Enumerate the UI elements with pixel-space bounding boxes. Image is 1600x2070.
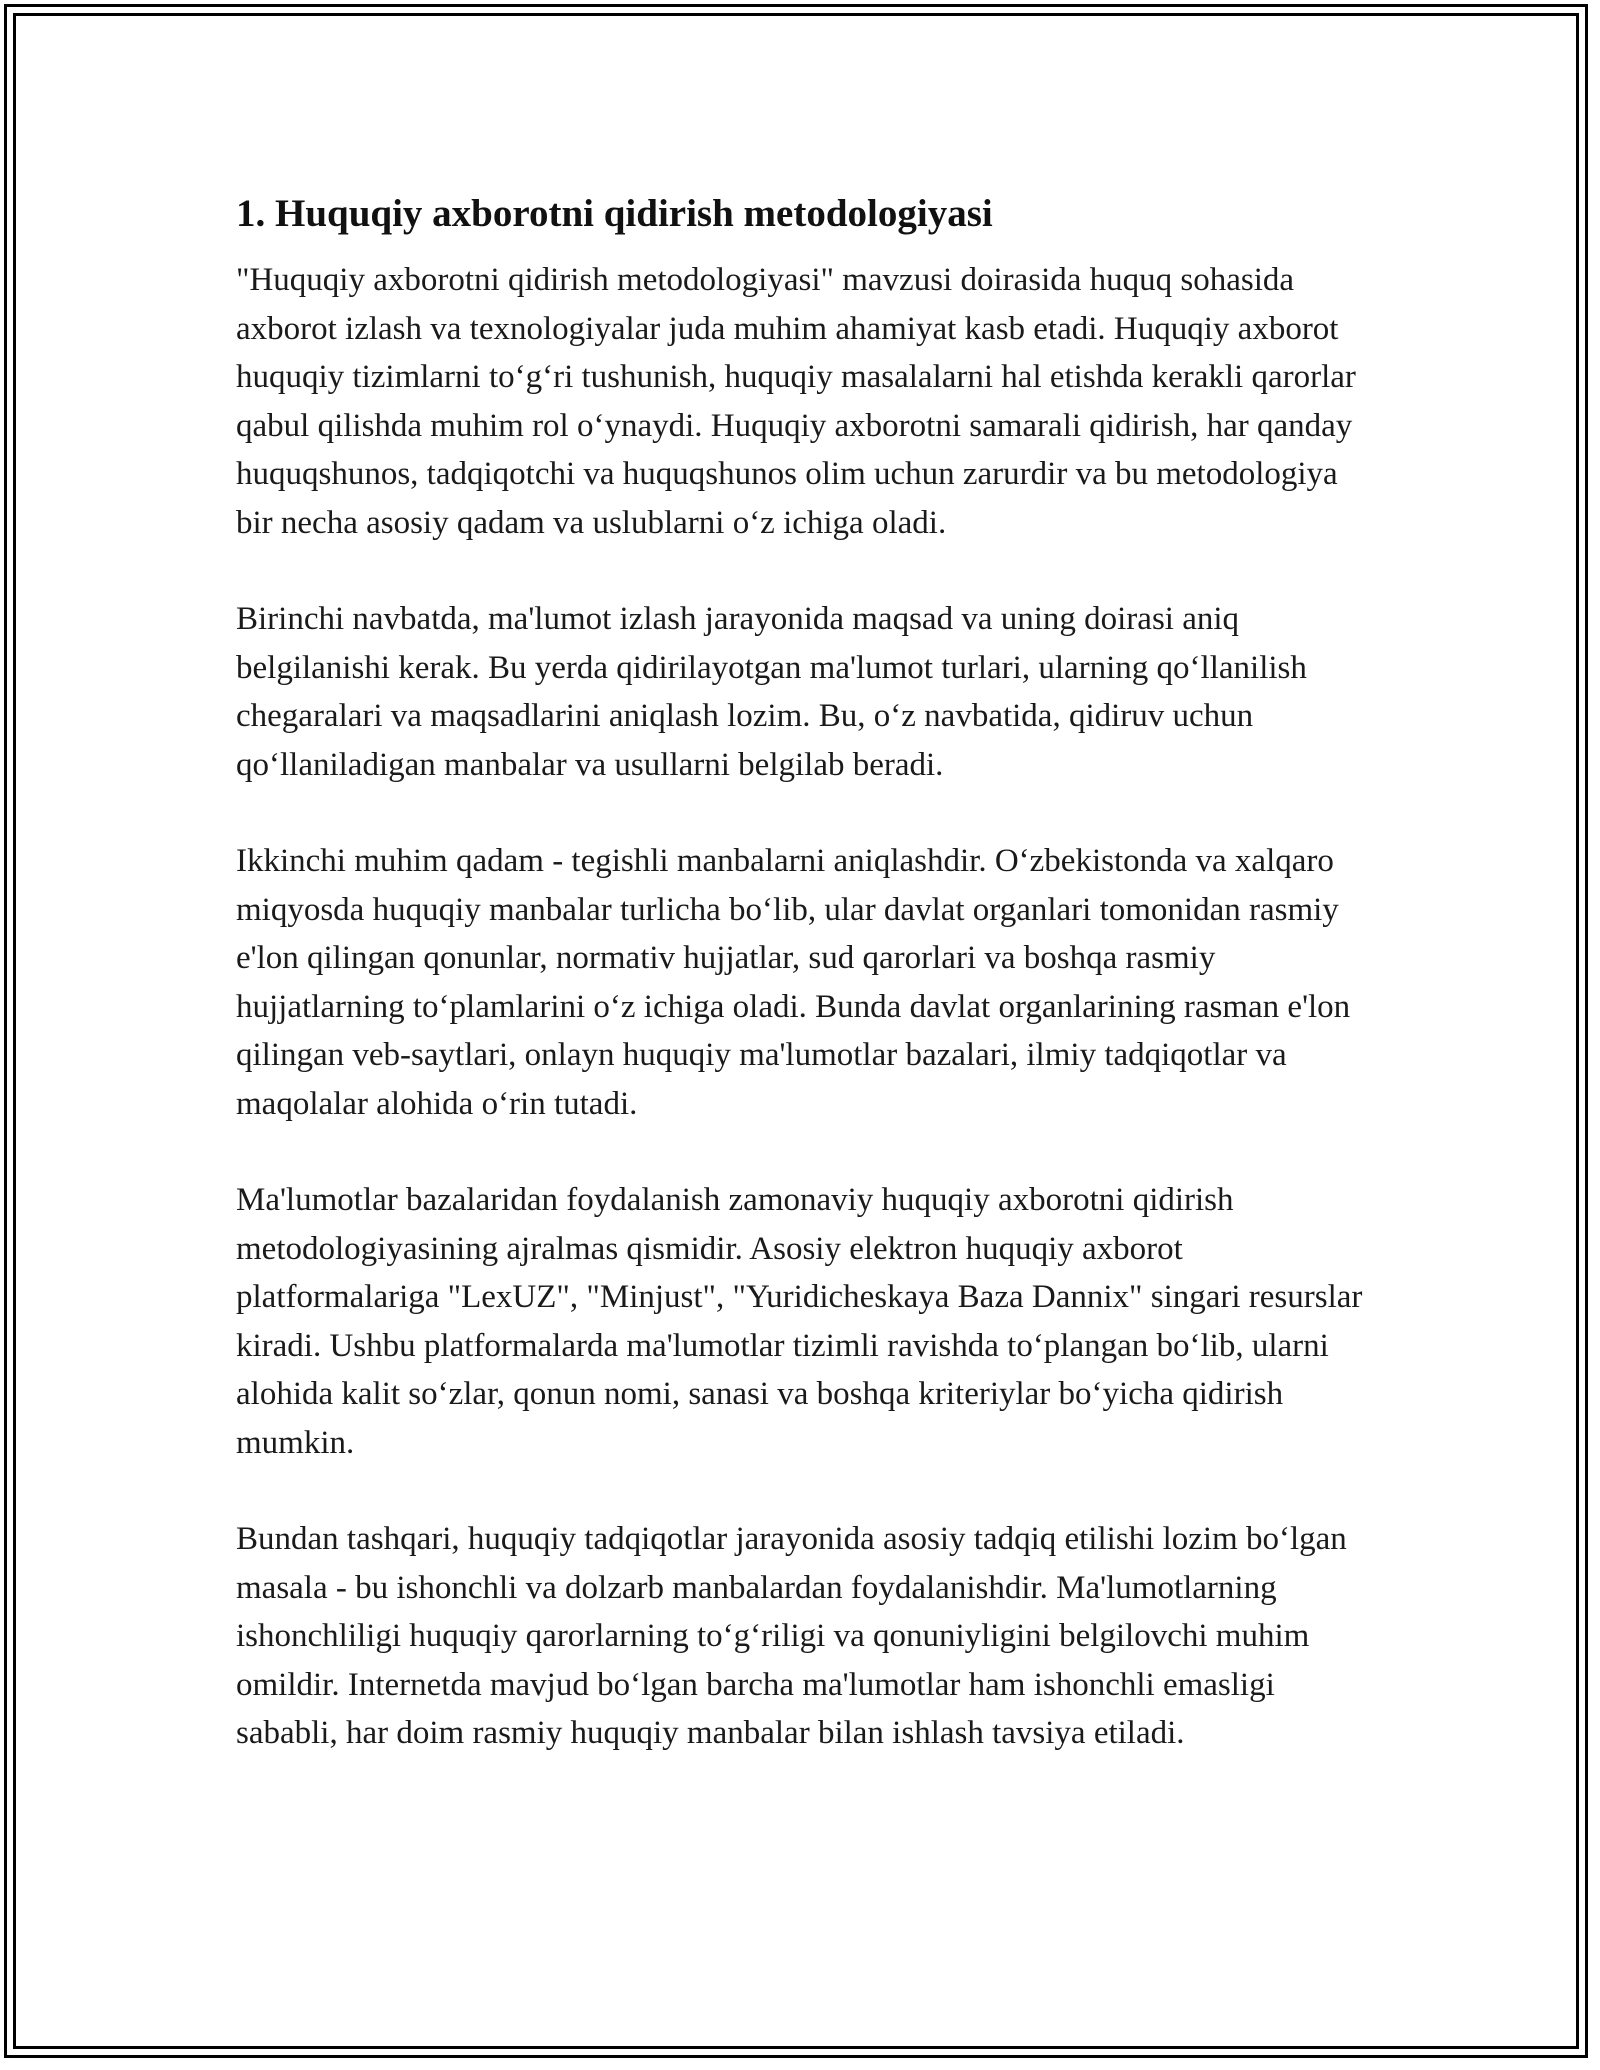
paragraph-3: Ikkinchi muhim qadam - tegishli manbalarni aniqlashdir. O‘zbekistonda va xalqaro miqyosda huquqiy manbalar turlicha bo‘lib, ular davlat organlari tomonidan rasmiy e'lon qilingan qonunlar, normativ hujjatlar, sud qarorlari va boshqa rasmiy hujjatlarning to‘plamlarini o‘z ichiga oladi. Bunda davlat organlarining rasman e'lon qilingan veb-saytlari, onlayn huquqiy ma'lumotlar bazalari, ilmiy tadqiqotlar va maqolalar alohida o‘rin tutadi. xyxy=(236,843,1351,1122)
paragraph-2: Birinchi navbatda, ma'lumot izlash jarayonida maqsad va uning doirasi aniq belgilanishi kerak. Bu yerda qidirilayotgan ma'lumot turlari, ularning qo‘llanilish chegaralari va maqsadlarini aniqlash lozim. Bu, o‘z navbatida, qidiruv uchun qo‘llaniladigan manbalar va usullarni belgilab beradi. xyxy=(236,601,1307,783)
section-heading: 1. Huquqiy axborotni qidirish metodologiyasi xyxy=(236,192,993,235)
paragraph-4: Ma'lumotlar bazalaridan foydalanish zamonaviy huquqiy axborotni qidirish metodologiyasining ajralmas qismidir. Asosiy elektron huquqiy axborot platformalariga "LexUZ", "Minjust", "Yuridicheskaya Baza Dannix" singari resurslar kiradi. Ushbu platformalarda ma'lumotlar tizimli ravishda to‘plangan bo‘lib, ularni alohida kalit so‘zlar, qonun nomi, sanasi va boshqa kriteriylar bo‘yicha qidirish mumkin. xyxy=(236,1182,1363,1461)
document-body xyxy=(236,190,1366,1806)
paragraph-1: "Huquqiy axborotni qidirish metodologiyasi" mavzusi doirasida huquq sohasida axborot izlash va texnologiyalar juda muhim ahamiyat kasb etadi. Huquqiy axborot huquqiy tizimlarni to‘g‘ri tushunish, huquqiy masalalarni hal etishda kerakli qarorlar qabul qilishda muhim rol o‘ynaydi. Huquqiy axborotni samarali qidirish, har qanday huquqshunos, tadqiqotchi va huquqshunos olim uchun zarurdir va bu metodologiya bir necha asosiy qadam va uslublarni o‘z ichiga oladi. xyxy=(236,262,1356,541)
paragraph-5: Bundan tashqari, huquqiy tadqiqotlar jarayonida asosiy tadqiq etilishi lozim bo‘lgan masala - bu ishonchli va dolzarb manbalardan foydalanishdir. Ma'lumotlarning ishonchliligi huquqiy qarorlarning to‘g‘riligi va qonuniyligini belgilovchi muhim omildir. Internetda mavjud bo‘lgan barcha ma'lumotlar ham ishonchli emasligi sababli, har doim rasmiy huquqiy manbalar bilan ishlash tavsiya etiladi. xyxy=(236,1521,1347,1751)
